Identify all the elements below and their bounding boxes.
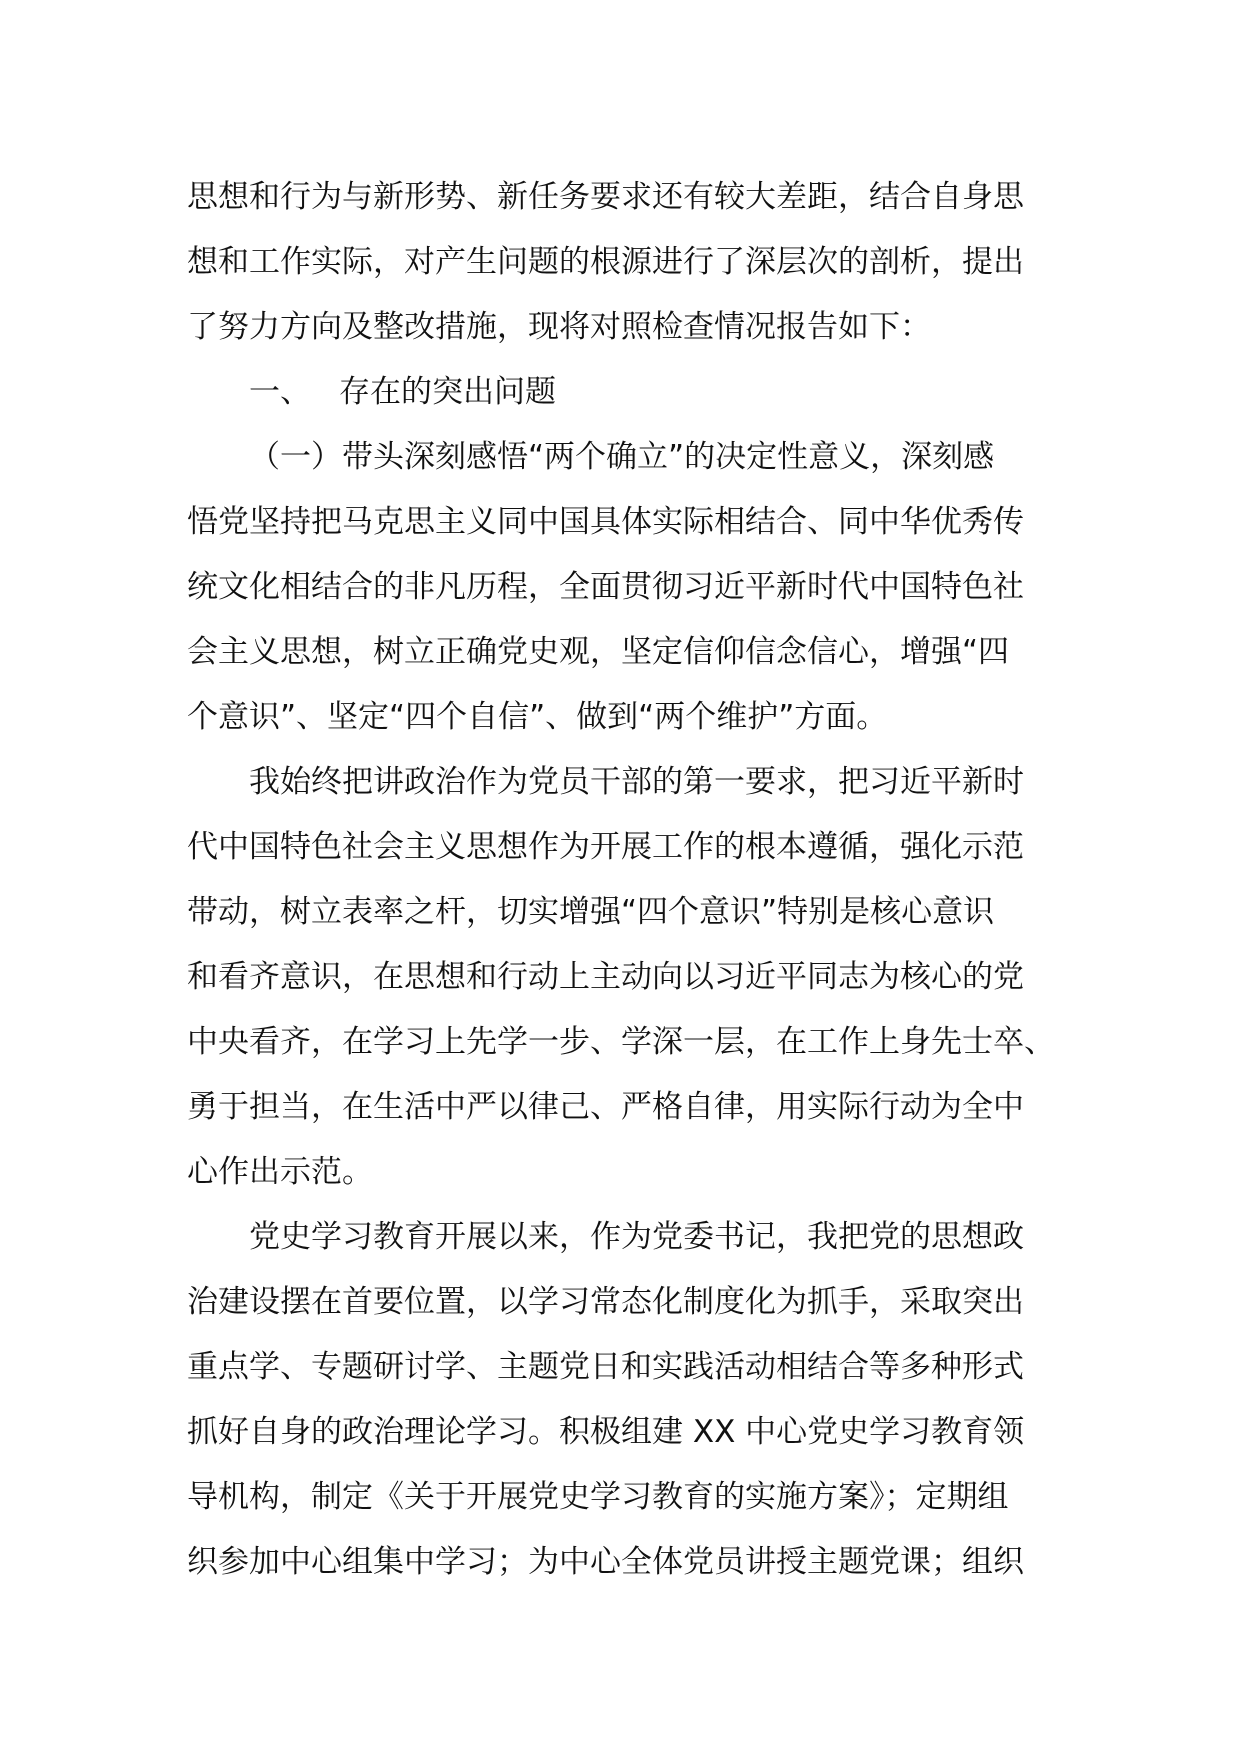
section-number: 一、 [249, 374, 311, 410]
paragraph-line [187, 1205, 1057, 1270]
paragraph-line [187, 815, 1057, 880]
paragraph-line [187, 1400, 1057, 1465]
line-text: 带动，树立表率之杆，切实增强“四个意识”特别是核心意识 [187, 894, 995, 930]
line-text: 和看齐意识，在思想和行动上主动向以习近平同志为核心的党 [187, 959, 1024, 995]
paragraph-line [187, 230, 1057, 295]
line-text: 统文化相结合的非凡历程，全面贯彻习近平新时代中国特色社 [187, 569, 1024, 605]
line-text: 了努力方向及整改措施，现将对照检查情况报告如下： [187, 309, 931, 345]
paragraph-line [187, 1465, 1057, 1530]
line-text: 治建设摆在首要位置，以学习常态化制度化为抓手，采取突出 [187, 1284, 1024, 1320]
line-text: 代中国特色社会主义思想作为开展工作的根本遵循，强化示范 [187, 829, 1024, 865]
paragraph-line [187, 1270, 1057, 1335]
paragraph-line [187, 620, 1057, 685]
line-text: 个意识”、坚定“四个自信”、做到“两个维护”方面。 [187, 699, 888, 735]
line-text: 织参加中心组集中学习；为中心全体党员讲授主题党课；组织 [187, 1544, 1024, 1580]
paragraph-line [187, 945, 1057, 1010]
paragraph-line [187, 685, 1057, 750]
paragraph-line [187, 295, 1057, 360]
line-text: （一）带头深刻感悟“两个确立”的决定性意义，深刻感 [249, 439, 995, 475]
paragraph-line [187, 165, 1057, 230]
document-body [187, 165, 1057, 1595]
paragraph-line [187, 750, 1057, 815]
line-text: 党史学习教育开展以来，作为党委书记，我把党的思想政 [249, 1219, 1024, 1255]
paragraph-line [187, 1140, 1057, 1205]
paragraph-line [187, 880, 1057, 945]
paragraph-line [187, 1530, 1057, 1595]
line-text: 悟党坚持把马克思主义同中国具体实际相结合、同中华优秀传 [187, 504, 1024, 540]
subsection-heading-line [187, 425, 1057, 490]
line-text: 会主义思想，树立正确党史观，坚定信仰信念信心，增强“四 [187, 634, 1010, 670]
line-text: 想和工作实际，对产生问题的根源进行了深层次的剖析，提出 [187, 244, 1024, 280]
line-text: 导机构，制定《关于开展党史学习教育的实施方案》；定期组 [187, 1479, 1009, 1515]
paragraph-line [187, 490, 1057, 555]
section-title: 存在的突出问题 [339, 374, 556, 410]
paragraph-line [187, 1335, 1057, 1400]
line-text: 重点学、专题研讨学、主题党日和实践活动相结合等多种形式 [187, 1349, 1024, 1385]
paragraph-line [187, 555, 1057, 620]
line-text: 思想和行为与新形势、新任务要求还有较大差距，结合自身思 [187, 179, 1024, 215]
line-text: 抓好自身的政治理论学习。积极组建 XX 中心党史学习教育领 [187, 1414, 1025, 1450]
line-text: 心作出示范。 [187, 1154, 373, 1190]
paragraph-line [187, 1010, 1057, 1075]
paragraph-line [187, 1075, 1057, 1140]
line-text: 勇于担当，在生活中严以律己、严格自律，用实际行动为全中 [187, 1089, 1024, 1125]
section-heading [187, 360, 1057, 425]
line-text: 我始终把讲政治作为党员干部的第一要求，把习近平新时 [249, 764, 1024, 800]
line-text: 中央看齐，在学习上先学一步、学深一层，在工作上身先士卒、 [187, 1024, 1055, 1060]
